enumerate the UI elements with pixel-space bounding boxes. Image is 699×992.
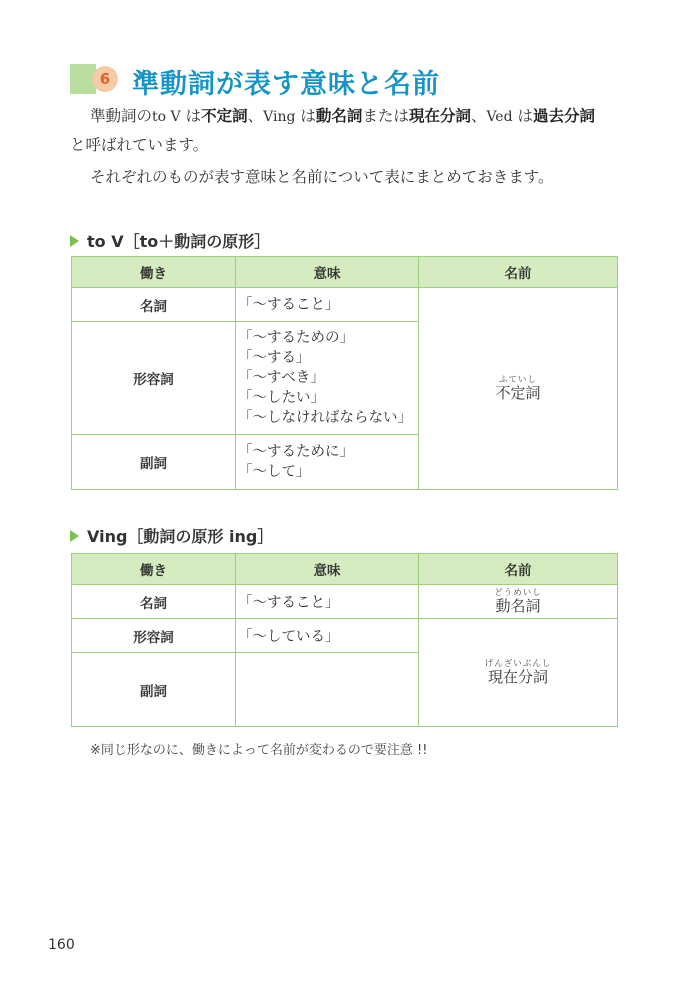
triangle-bullet-icon: [70, 530, 79, 542]
meaning-cell: 「～すること」: [236, 585, 419, 619]
header-meaning: 意味: [236, 257, 419, 288]
section-heading: [70, 63, 590, 100]
subheading-tov: to V［to＋動詞の原形］: [70, 229, 270, 252]
meaning-cell: [236, 653, 419, 727]
table-row: [72, 619, 618, 653]
intro-line-3: それぞれのものが表す意味と名前について表にまとめておきます。: [90, 168, 554, 186]
table-row: [72, 585, 618, 619]
furigana: ふていし: [498, 375, 537, 385]
term-genzaibunshi: 現在分詞: [408, 107, 471, 125]
meaning-cell: 「～するために」 「～して」: [236, 435, 419, 490]
term-tov: to V: [152, 109, 181, 125]
name-cell-futeishi: ふていし 不定詞: [419, 288, 618, 490]
term-ved: Ved: [486, 109, 513, 125]
subheading-ving: Ving［動詞の原形 ing］: [70, 524, 273, 547]
term-doumeishi: 動名詞: [315, 107, 363, 125]
function-cell: 副詞: [72, 435, 236, 490]
header-meaning: 意味: [236, 554, 419, 585]
ving-table: [71, 553, 618, 727]
header-function: 働き: [72, 554, 236, 585]
furigana: げんざいぶんし: [484, 659, 552, 669]
function-cell: 形容詞: [72, 619, 236, 653]
page-number: 160: [48, 937, 75, 953]
function-cell: 名詞: [72, 585, 236, 619]
table-header-row: [72, 554, 618, 585]
header-name: 名前: [419, 554, 618, 585]
name-cell-doumeishi: どうめいし 動名詞: [419, 585, 618, 619]
function-cell: 副詞: [72, 653, 236, 727]
meaning-cell: 「～している」: [236, 619, 419, 653]
meaning-cell: 「～すること」: [236, 288, 419, 322]
table-row: [72, 288, 618, 322]
term-futeishi: 不定詞: [201, 107, 248, 125]
term-kakobunshi: 過去分詞: [533, 107, 596, 125]
name-cell-genzaibunshi: げんざいぶんし 現在分詞: [419, 619, 618, 727]
section-title: 準動詞が表す意味と名前: [132, 69, 440, 100]
function-cell: 形容詞: [72, 322, 236, 435]
furigana: どうめいし: [494, 588, 542, 598]
meaning-cell: 「～するための」 「～する」 「～すべき」 「～したい」 「～しなければならない」: [236, 322, 419, 435]
caution-note: ※同じ形なのに、働きによって名前が変わるので要注意 !!: [90, 743, 428, 758]
table-header-row: [72, 257, 618, 288]
section-number-badge: 6: [92, 66, 118, 92]
header-name: 名前: [419, 257, 618, 288]
function-cell: 名詞: [72, 288, 236, 322]
header-function: 働き: [72, 257, 236, 288]
term-ving: Ving: [263, 109, 296, 125]
intro-line-2: と呼ばれています。: [70, 136, 209, 154]
tov-table: [71, 256, 618, 490]
intro-line-1: 準動詞のto V は不定詞、Ving は動名詞または現在分詞、Ved は過去分詞: [90, 107, 596, 125]
triangle-bullet-icon: [70, 235, 79, 247]
